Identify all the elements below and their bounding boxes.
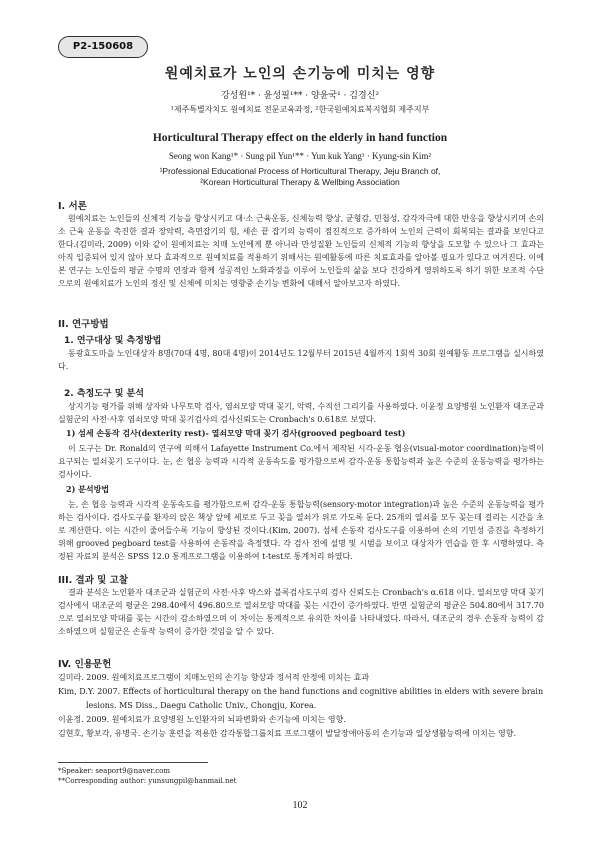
speaker-footnote: *Speaker: seaport9@naver.com xyxy=(58,767,170,775)
results-paragraph: 결과 분석은 노인환자 대조군과 실험군의 사전·사후 박스와 블록검사도구의 검사 신뢰도는 Cronbach's α.618 이다. 열쇠모양 막대 꽂기검사에서 대조군의 평균은 298.40에서 496.80으로 열쇠모양 막대를 꽂는 시간이 증가하였다. 반면 실험군의 평균은 504.80에서 317.70으로 열쇠모양 막대를 꽂는 시간이 감소하였으며 이 차이는 통계적으로 유의한 차이를 나타내었다. 따라서, 대조군의 경우 손동작 능력이 감소하였으며 실험군은 손동작 능력이 증가한 것임을 알 수 있다. xyxy=(58,588,544,636)
korean-title: 원예치료가 노인의 손기능에 미치는 영향 xyxy=(164,66,436,82)
korean-authors: 강성원¹* · 윤성필¹** · 양윤국¹ · 김경신² xyxy=(220,91,379,101)
footnote-divider xyxy=(58,762,208,763)
reference-item: 이윤정. 2009. 원예치료가 요양병원 노인환자의 뇌파변화와 손기능에 미치는 영향. xyxy=(58,715,346,724)
page-number: 102 xyxy=(292,800,308,811)
intro-paragraph: 원예치료는 노인들의 신체적 기능을 향상시키고 대·소 근육운동, 신체능력 향상, 균형감, 민첩성, 감각자극에 대한 반응을 향상시키며 손의 소 근육 운동을 촉진한 결과 장악력, 측면잡기의 힘, 세손 끝 잡기의 능력이 점진적으로 증가하여 노인의 근력이 회복되는 결과를 보인다고 한다.(김미라, 2009) 이와 같이 원예치료는 치매 노인에게 뿐 아니라 만성질환 노인들의 신체적 기능의 향상을 도모할 수 있으나 그 효과는 아직 입증되어 있지 않아 보다 효과적으로 원예치료를 적용하기 위해서는 원예활동에 따른 치료효과를 알아볼 필요가 있다고 여겨진다. 이에 본 연구는 노인들의 평균 수명의 연장과 함께 성공적인 노화과정을 이루어 노인들의 삶을 보다 건강하게 영위하도록 하기 위한 보조적 수단으로의 원예치료가 노인의 정신 및 신체에 미치는 영향중 손기능 변화에 대해서 알아보고자 하였다. xyxy=(58,214,544,288)
results-heading: III. 결과 및 고찰 xyxy=(58,575,129,586)
corresponding-author-footnote: **Corresponding author: yunsungpil@hanmail.net xyxy=(58,777,237,785)
tool2-paragraph: 눈, 손 협응 능력과 시각적 운동속도를 평가함으로써 감각-운동 통합능력(sensory-motor integration)과 높은 수준의 운동능력을 평가하는 검사이다. 검사도구를 환자의 앉은 책상 앞에 세로로 두고 꽂을 열쇠가 위로 가도록 둔다. 25개의 열쇠를 모두 꽂는데 걸리는 시간을 초로 계산한다. 이는 시간이 줄어들수록 기능이 향상된 것이다.(Kim, 2007). 섬세 손동작 검사도구를 이용하여 손의 기민성 증진을 측정하기 위해 grooved pegboard test를 사용하여 손동작을 측정했다. 각 검사 전에 설명 및 시범을 보이고 대상자가 연습을 한 후 시행하였다. 측정된 자료의 분석은 SPSS 12.0 통계프로그램을 이용하여 t-test로 통계처리 하였다. xyxy=(58,500,544,561)
subjects-paragraph: 동광효도마을 노인대상자 8명(70대 4명, 80대 4명)이 2014년도 12월부터 2015년 4월까지 1회씩 30회 원예활동 프로그램을 실시하였다. xyxy=(58,349,544,371)
tool1-heading: 1) 섬세 손동작 검사(dexterity rest)- 열쇠모양 막대 꽂기 검사(grooved pegboard test) xyxy=(66,428,406,438)
reference-item: 김미라. 2009. 원예치료프로그램이 치매노인의 손기능 향상과 정서적 안정에 미치는 효과 xyxy=(58,673,370,682)
english-title: Horticultural Therapy effect on the elderly in hand function xyxy=(152,132,448,144)
methods-heading: II. 연구방법 xyxy=(58,319,109,330)
english-authors: Seong won Kang¹* · Sung pil Yun¹** · Yun kuk Yang¹ · Kyung-sin Kim² xyxy=(168,151,432,161)
abstract-code-badge: P2-150608 xyxy=(58,36,148,58)
measure-paragraph: 상지기능 평가를 위해 상자와 나무토막 검사, 염쇠모양 막대 꽂기, 악력, 수직선 그리기를 사용하였다. 이윤정 요양병원 노인환자 대조군과 실험군의 사전·사후 염쇠모양 막대 꽂기검사의 검사신뢰도는 Cronbach's 0.618로 보였다. xyxy=(58,402,544,424)
measure-heading: 2. 측정도구 및 분석 xyxy=(64,389,144,399)
reference-item-continuation: lesions. MS Diss., Daegu Catholic Univ., Chongju, Korea. xyxy=(86,701,317,710)
korean-affiliation: ¹제주특별자치도 원예치료 전문교육과정, ²한국원예치료복지협회 제주지부 xyxy=(170,105,430,114)
tool1-paragraph: 이 도구는 Dr. Ronald의 연구에 의해서 Lafayette Instrument Co.에서 제작된 시각-운동 협응(visual-motor coordination)능력이 요구되는 열쇠꽂기 도구이다. 눈, 손 협응 능력과 시각적 운동속도를 평가함으로써 감각-운동 통합능력과 높은 수준의 운동능력을 평가하는 검사이다. xyxy=(58,444,544,479)
subjects-heading: 1. 연구대상 및 측정방법 xyxy=(64,336,162,346)
references-heading: IV. 인용문헌 xyxy=(58,659,112,670)
english-affiliation-line-1: ¹Professional Educational Process of Horticultural Therapy, Jeju Branch of, xyxy=(159,166,441,176)
reference-item: 김현호, 황보각, 유병국. 손기능 훈련을 적용한 감각통합그룹치료 프로그램이 발달장애아동의 손기능과 일상생활능력에 미치는 영향. xyxy=(58,729,516,738)
reference-item: Kim, D.Y. 2007. Effects of horticultural therapy on the hand functions and cognitive abilities in elders with severe brain xyxy=(58,687,544,696)
english-affiliation xyxy=(0,166,600,188)
intro-heading: I. 서론 xyxy=(58,201,87,212)
english-affiliation-line-2: ²Korean Horticultural Therapy & Wellbing Association xyxy=(200,177,400,187)
tool2-heading: 2) 분석방법 xyxy=(66,484,110,494)
